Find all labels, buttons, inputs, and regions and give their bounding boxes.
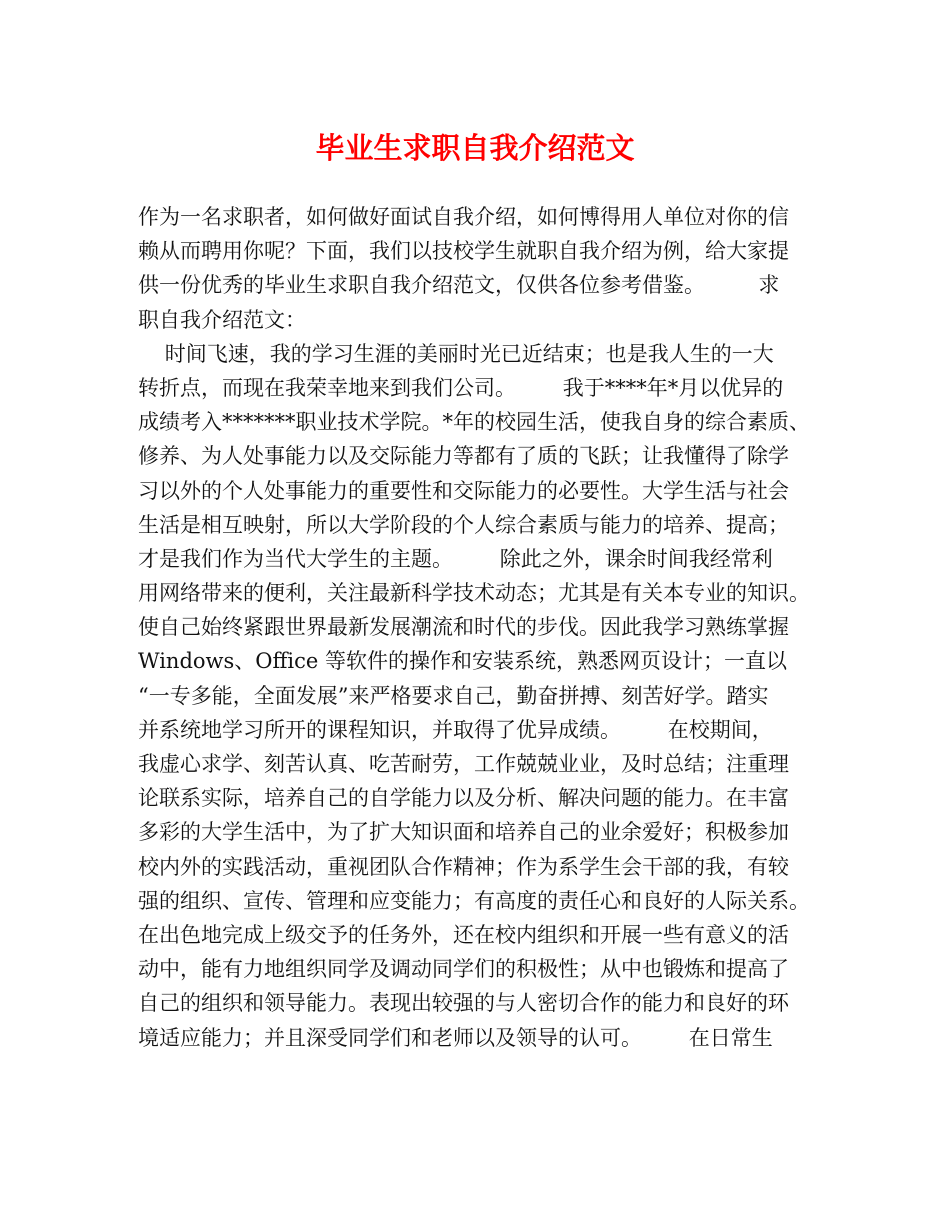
- body-line: 用网络带来的便利，关注最新科学技术动态；尤其是有关本专业的知识。: [138, 581, 810, 606]
- body-line: “一专多能，全面发展”来严格要求自己，勤奋拼搏、刻苦好学。踏实: [138, 683, 769, 708]
- document-body: [138, 200, 838, 1055]
- body-line: 多彩的大学生活中，为了扩大知识面和培养自己的业余爱好；积极参加: [138, 820, 789, 845]
- body-line: 动中，能有力地组织同学及调动同学们的积极性；从中也锻炼和提高了: [138, 957, 789, 982]
- body-line: 在出色地完成上级交予的任务外，还在校内组织和开展一些有意义的活: [138, 922, 789, 947]
- body-line: 自己的组织和领导能力。表现出较强的与人密切合作的能力和良好的环: [138, 991, 789, 1016]
- body-line: 修养、为人处事能力以及交际能力等都有了质的飞跃；让我懂得了除学: [138, 444, 789, 469]
- body-line: 我虚心求学、刻苦认真、吃苦耐劳，工作兢兢业业，及时总结；注重理: [138, 752, 789, 776]
- body-line: 境适应能力；并且深受同学们和老师以及领导的认可。 在日常生: [138, 1025, 773, 1050]
- body-line: 生活是相互映射，所以大学阶段的个人综合素质与能力的培养、提高；: [138, 512, 789, 537]
- body-line: 时间飞速，我的学习生涯的美丽时光已近结束；也是我人生的一大: [138, 341, 774, 366]
- body-line: 转折点，而现在我荣幸地来到我们公司。 我于****年*月以优异的: [138, 375, 784, 400]
- body-line: Windows、Office 等软件的操作和安装系统，熟悉网页设计；一直以: [138, 649, 788, 674]
- body-line: 强的组织、宣传、管理和应变能力；有高度的责任心和良好的人际关系。: [138, 888, 810, 913]
- document-title: 毕业生求职自我介绍范文: [315, 131, 635, 165]
- body-line: 校内外的实践活动，重视团队合作精神；作为系学生会干部的我，有较: [138, 854, 789, 879]
- body-line: 习以外的个人处事能力的重要性和交际能力的必要性。大学生活与社会: [138, 478, 789, 503]
- body-line: 使自己始终紧跟世界最新发展潮流和时代的步伐。因此我学习熟练掌握: [138, 615, 789, 640]
- body-line: 作为一名求职者，如何做好面试自我介绍，如何博得用人单位对你的信: [138, 205, 789, 229]
- body-line: 才是我们作为当代大学生的主题。 除此之外，课余时间我经常利: [138, 546, 773, 571]
- body-line: 供一份优秀的毕业生求职自我介绍范文，仅供各位参考借鉴。 求: [138, 273, 780, 298]
- body-line: 并系统地学习所开的课程知识，并取得了优异成绩。 在校期间，: [138, 717, 773, 742]
- body-line: 职自我介绍范文：: [138, 307, 306, 332]
- body-line: 成绩考入*******职业技术学院。*年的校园生活，使我自身的综合素质、: [138, 410, 810, 435]
- body-line: 赖从而聘用你呢？下面，我们以技校学生就职自我介绍为例，给大家提: [138, 239, 789, 264]
- body-line: 论联系实际，培养自己的自学能力以及分析、解决问题的能力。在丰富: [138, 786, 789, 811]
